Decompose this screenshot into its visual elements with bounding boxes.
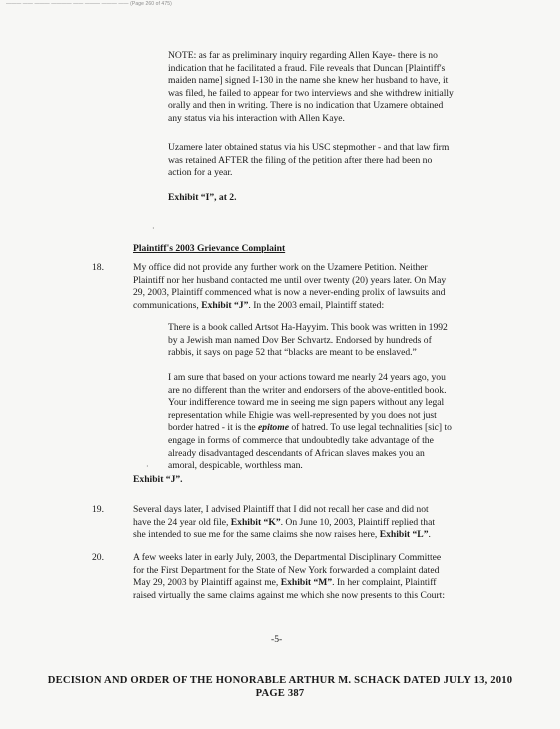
paragraph-18-number: 18. (92, 262, 104, 273)
p20-line: for the First Department for the State of New York forwarded a complaint dated (133, 564, 440, 576)
uzamere-line: Uzamere later obtained status via his USC stepmother - and that law firm (168, 142, 450, 153)
p20-line (133, 577, 515, 590)
quote1-line: by a Jewish man named Dov Ber Schvartz. Endorsed by hundreds of (168, 334, 432, 346)
section-heading: Plaintiff's 2003 Grievance Complaint (133, 243, 286, 254)
quote1-line: There is a book called Artsot Ha-Hayyim. This book was written in 1992 (168, 322, 448, 333)
p18-line: Plaintiff nor her husband contacted me until over twenty (20) years later. On May (133, 274, 447, 286)
uzamere-paragraph (168, 142, 513, 180)
paragraph-20-number: 20. (92, 552, 104, 563)
exhibit-j-label: Exhibit “J” (201, 299, 249, 311)
uzamere-line: was retained AFTER the filing of the petition after there had been no (168, 154, 433, 166)
scan-speck: · (152, 224, 155, 233)
uzamere-line: action for a year. (168, 167, 233, 179)
note-line: NOTE: as far as preliminary inquiry regarding Allen Kaye- there is no (168, 50, 438, 61)
quote2-line: are no different than the writer and endorsers of the above-entitled book. (168, 384, 447, 396)
p19-line: Several days later, I advised Plaintiff that I did not recall her case and did not (133, 504, 429, 515)
footer-page: PAGE 387 (255, 688, 305, 699)
note-line: maiden name] signed I-130 in the name she knew her husband to have, it (168, 75, 449, 87)
fax-header-line: ——— —— ——— ———— —— ——— ——— —— (Page 260 of 475) (6, 1, 172, 7)
quote2-line: Your indifference toward me in seeing me sign papers without any legal (168, 397, 445, 409)
p18-line: My office did not provide any further work on the Uzamere Petition. Neither (133, 262, 428, 273)
p18-line: 29, 2003, Plaintiff commenced what is now a never-ending prolix of lawsuits and (133, 287, 446, 299)
paragraph-19 (133, 504, 515, 542)
p19-text: have the 24 year old file, (133, 516, 231, 528)
quote2-text: of hatred. To use legal technalities [sic] to (288, 422, 452, 434)
exhibit-i-reference (168, 192, 513, 205)
p20-text: May 29, 2003 by Plaintiff against me, (133, 577, 281, 589)
quote2-text: border hatred - it is the (168, 422, 259, 434)
quote2-line (168, 422, 513, 435)
quote2-line: representation while Ehigie was well-represented by you does not just (168, 409, 437, 421)
p20-line: A few weeks later in early July, 2003, the Departmental Disciplinary Committee (133, 552, 442, 563)
epitome-emphasis: epitome (258, 422, 289, 434)
decision-footer (20, 674, 540, 700)
quote2-line: already disadvantaged descendants of African slaves makes you an (168, 447, 425, 459)
p19-line (133, 529, 515, 542)
footer-title: DECISION AND ORDER OF THE HONORABLE ARTHUR M. SCHACK DATED JULY 13, 2010 (47, 675, 513, 686)
note-line: orally and then in writing. There is no indication that Uzamere obtained (168, 100, 444, 112)
p20-line: raised virtually the same claims against me which she now presents to this Court: (133, 589, 445, 601)
exhibit-k-label: Exhibit “K” (230, 516, 281, 528)
note-line: was filed, he failed to appear for two interviews and she withdrew initially (168, 87, 454, 99)
page-number: -5- (271, 634, 283, 645)
quote2-line: engage in forms of commerce that undoubtedly take advantage of the (168, 434, 434, 446)
quoted-email-paragraph-1 (168, 322, 513, 360)
quote2-line: amoral, despicable, worthless man. (168, 460, 303, 472)
exhibit-i-label: Exhibit “I”, at 2. (168, 192, 237, 203)
quoted-email-paragraph-2 (168, 372, 513, 473)
scan-speck: · (146, 462, 149, 471)
exhibit-l-label: Exhibit “L” (379, 529, 429, 541)
note-line: indication that he facilitated a fraud. File reveals that Duncan [Plaintiff's (168, 62, 446, 74)
note-line: any status via his interaction with Allen Kaye. (168, 112, 345, 124)
p18-text: . In the 2003 email, Plaintiff stated: (248, 299, 385, 311)
note-paragraph (168, 50, 513, 126)
exhibit-j-reference (133, 474, 515, 487)
paragraph-18 (133, 262, 515, 312)
quote2-line: I am sure that based on your actions toward me nearly 24 years ago, you (168, 372, 446, 383)
exhibit-m-label: Exhibit “M” (280, 577, 333, 589)
p19-text: . On June 10, 2003, Plaintiff replied that (280, 516, 435, 528)
p19-text: . (428, 529, 431, 541)
p18-text: communications, (133, 299, 202, 311)
p19-line (133, 517, 515, 530)
paragraph-19-number: 19. (92, 504, 104, 515)
p18-line (133, 300, 515, 313)
p20-text: . In her complaint, Plaintiff (332, 577, 437, 589)
quote1-line: rabbis, it says on page 52 that “blacks are meant to be enslaved.” (168, 347, 417, 359)
paragraph-20 (133, 552, 515, 602)
exhibit-j-ref-label: Exhibit “J”. (133, 474, 183, 485)
p19-text: she intended to sue me for the same claims she now raises here, (133, 529, 380, 541)
